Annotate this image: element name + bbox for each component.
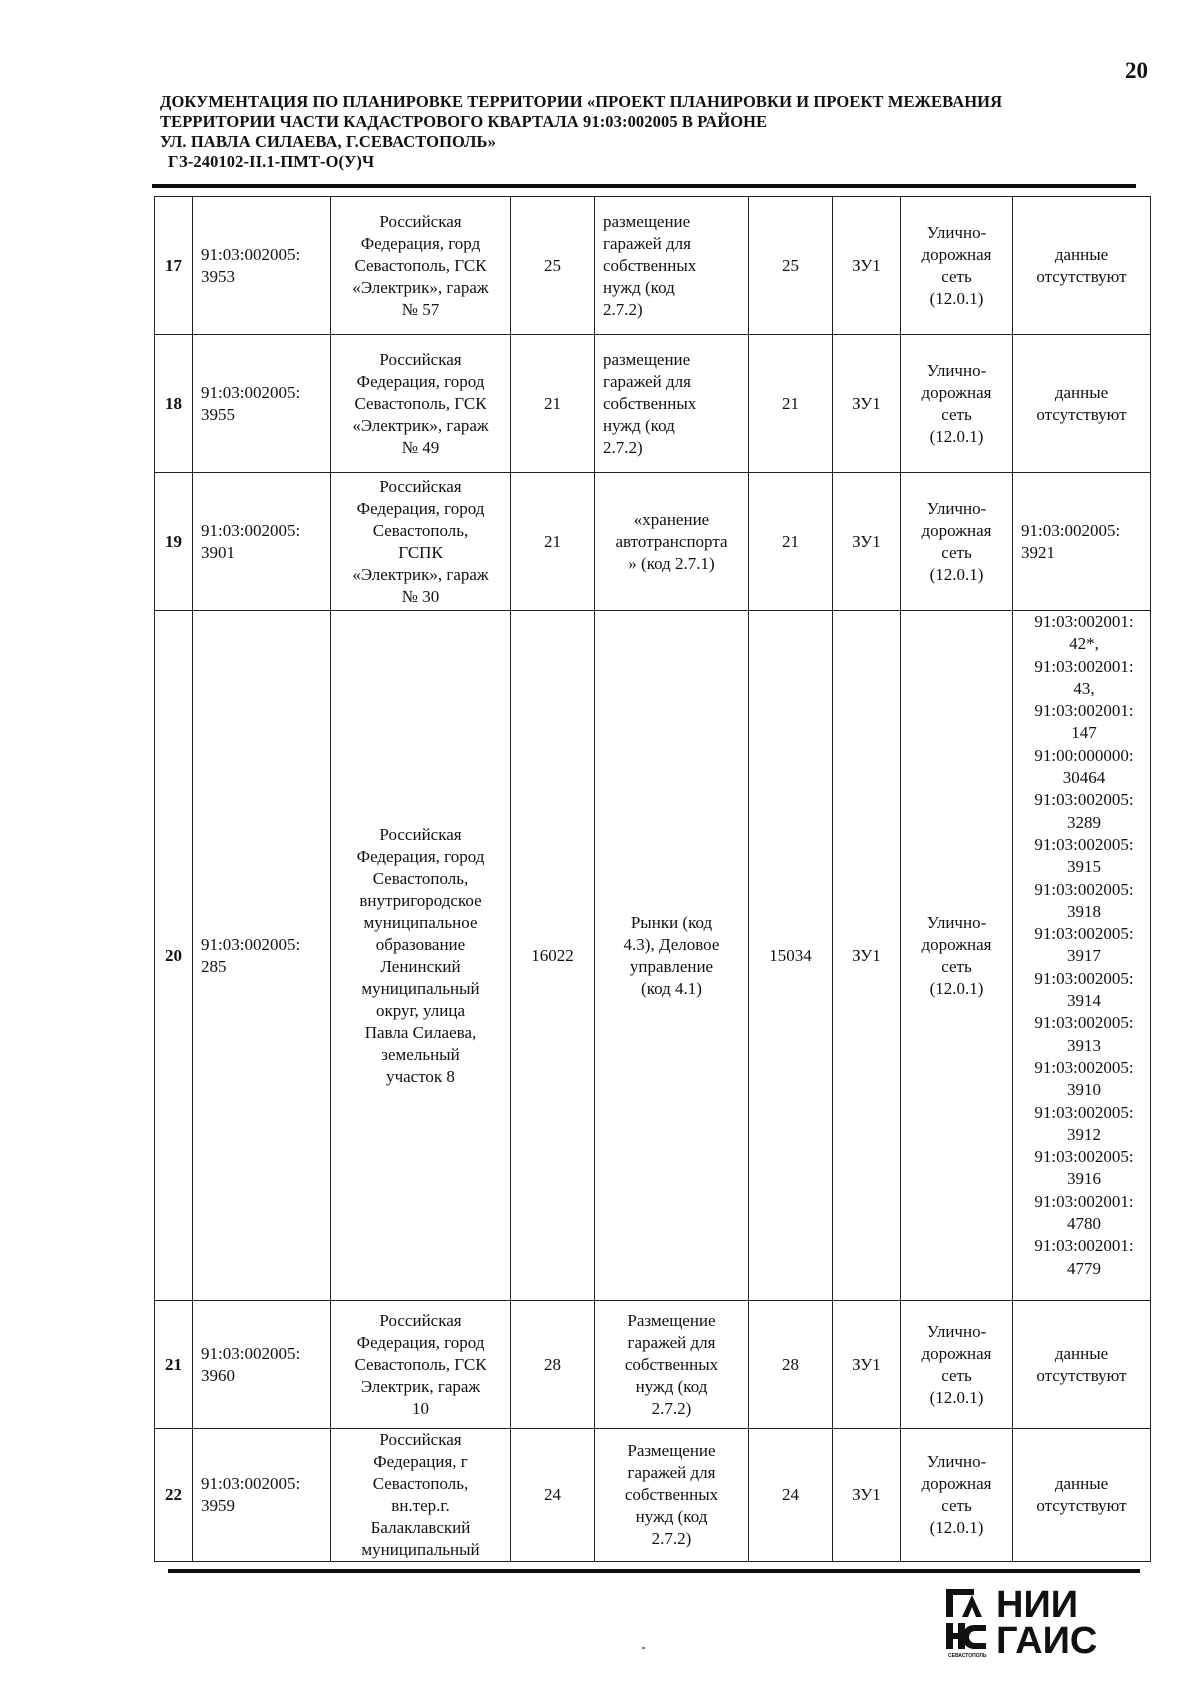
plot-zone: ЗУ1 (833, 611, 901, 1301)
header-title-line-3: УЛ. ПАВЛА СИЛАЕВА, Г.СЕВАСТОПОЛЬ» (160, 132, 496, 151)
area: 21 (511, 335, 595, 473)
cadastral-number: 91:03:002005: 3960 (193, 1301, 331, 1429)
cadastral-number: 91:03:002005: 3953 (193, 197, 331, 335)
owner-address: Российская Федерация, город Севастополь, ГСК «Электрик», гараж № 49 (331, 335, 511, 473)
permitted-use: размещение гаражей для собственных нужд (код 2.7.2) (595, 197, 749, 335)
area: 21 (511, 473, 595, 611)
owner-address: Российская Федерация, город Севастополь, внутригородское муниципальное образование Ленинский муниципальный округ, улица Павла Силаева, земельный участок 8 (331, 611, 511, 1301)
plot-zone: ЗУ1 (833, 1429, 901, 1562)
cadastral-number: 91:03:002005: 3955 (193, 335, 331, 473)
nii-gais-logo (946, 1585, 1136, 1659)
logo-text-line-1: НИИ (996, 1585, 1079, 1626)
header-title-line-2: ТЕРРИТОРИИ ЧАСТИ КАДАСТРОВОГО КВАРТАЛА 91:03:002005 В РАЙОНЕ (160, 112, 768, 131)
neighbors: данные отсутствуют (1013, 1429, 1151, 1562)
table-row (155, 473, 1151, 611)
neighbors: данные отсутствуют (1013, 335, 1151, 473)
row-number: 22 (155, 1429, 193, 1562)
row-number: 18 (155, 335, 193, 473)
permitted-use: «хранение автотранспорта » (код 2.7.1) (595, 473, 749, 611)
plot-zone: ЗУ1 (833, 473, 901, 611)
neighbors: данные отсутствуют (1013, 197, 1151, 335)
table-row (155, 1301, 1151, 1429)
new-area: 21 (749, 335, 833, 473)
header-divider (152, 184, 1136, 188)
row-number: 20 (155, 611, 193, 1301)
new-area: 25 (749, 197, 833, 335)
restriction: Улично- дорожная сеть (12.0.1) (901, 197, 1013, 335)
restriction: Улично- дорожная сеть (12.0.1) (901, 1301, 1013, 1429)
new-area: 15034 (749, 611, 833, 1301)
cadastral-number: 91:03:002005: 3959 (193, 1429, 331, 1562)
document-code: ГЗ-240102-II.1-ПМТ-О(У)Ч (168, 152, 375, 171)
plot-zone: ЗУ1 (833, 335, 901, 473)
neighbors: 91:03:002001: 42*, 91:03:002001: 43, 91:03:002001: 147 91:00:000000: 30464 91:03:002005: 3289 91:03:002005: 3915 91:03:002005: 3918 91:03:002005: 3917 91:03:002005: 3914 91:03:002005: 3913 91:03:002005: 3910 91:03:002005: 3912 91:03:002005: 3916 91:03:002001: 4780 91:03:002001: 4779 (1013, 611, 1151, 1301)
land-plots-table (154, 196, 1151, 1562)
owner-address: Российская Федерация, город Севастополь, ГСК Электрик, гараж 10 (331, 1301, 511, 1429)
scan-speck (642, 1647, 645, 1649)
logo-caption: СЕВАСТОПОЛЬ (948, 1653, 987, 1659)
table-row (155, 1429, 1151, 1562)
restriction: Улично- дорожная сеть (12.0.1) (901, 335, 1013, 473)
table-row (155, 197, 1151, 335)
area: 25 (511, 197, 595, 335)
page-number: 20 (1125, 58, 1148, 83)
logo-text-line-2: ГАИС (996, 1620, 1098, 1659)
row-number: 19 (155, 473, 193, 611)
footer-divider (168, 1569, 1140, 1573)
plot-zone: ЗУ1 (833, 197, 901, 335)
area: 28 (511, 1301, 595, 1429)
new-area: 21 (749, 473, 833, 611)
document-header (160, 92, 1120, 172)
plot-zone: ЗУ1 (833, 1301, 901, 1429)
restriction: Улично- дорожная сеть (12.0.1) (901, 473, 1013, 611)
owner-address: Российская Федерация, г Севастополь, вн.тер.г. Балаклавский муниципальный (331, 1429, 511, 1562)
area: 16022 (511, 611, 595, 1301)
permitted-use: Рынки (код 4.3), Деловое управление (код 4.1) (595, 611, 749, 1301)
cadastral-number: 91:03:002005: 285 (193, 611, 331, 1301)
new-area: 28 (749, 1301, 833, 1429)
area: 24 (511, 1429, 595, 1562)
restriction: Улично- дорожная сеть (12.0.1) (901, 1429, 1013, 1562)
owner-address: Российская Федерация, горд Севастополь, ГСК «Электрик», гараж № 57 (331, 197, 511, 335)
neighbors: 91:03:002005: 3921 (1013, 473, 1151, 611)
owner-address: Российская Федерация, город Севастополь, ГСПК «Электрик», гараж № 30 (331, 473, 511, 611)
new-area: 24 (749, 1429, 833, 1562)
header-title-line-1: ДОКУМЕНТАЦИЯ ПО ПЛАНИРОВКЕ ТЕРРИТОРИИ «ПРОЕКТ ПЛАНИРОВКИ И ПРОЕКТ МЕЖЕВАНИЯ (160, 92, 1003, 111)
table-row (155, 611, 1151, 1301)
row-number: 17 (155, 197, 193, 335)
permitted-use: Размещение гаражей для собственных нужд (код 2.7.2) (595, 1301, 749, 1429)
table-row (155, 335, 1151, 473)
restriction: Улично- дорожная сеть (12.0.1) (901, 611, 1013, 1301)
row-number: 21 (155, 1301, 193, 1429)
permitted-use: размещение гаражей для собственных нужд (код 2.7.2) (595, 335, 749, 473)
cadastral-number: 91:03:002005: 3901 (193, 473, 331, 611)
permitted-use: Размещение гаражей для собственных нужд (код 2.7.2) (595, 1429, 749, 1562)
neighbors: данные отсутствуют (1013, 1301, 1151, 1429)
